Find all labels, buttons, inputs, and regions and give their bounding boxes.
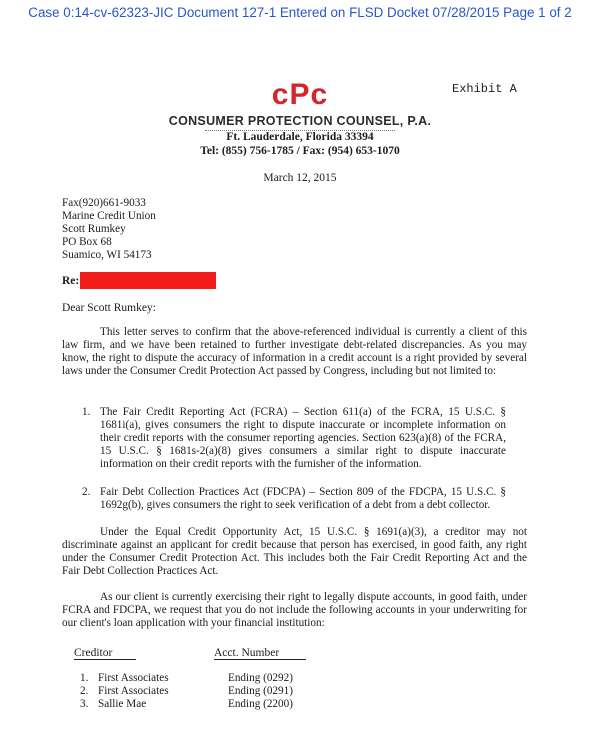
- request-paragraph: As our client is currently exercising their right to legally dispute accounts, in good faith, under FCRA and FDCPA, we request that you do not include the following accounts in your underwriting for our client's loan application with your financial institution:: [62, 591, 527, 629]
- law-item-fcra: The Fair Credit Reporting Act (FCRA) – Section 611(a) of the FCRA, 15 U.S.C. § 1681i(a), gives consumers the right to dispute inaccurate or incomplete information on their credit reports with the consumer reporting agencies. Section 623(a)(8) of the FCRA, 15 U.S.C. § 1681s-2(a)(8) gives consumers a similar right to dispute inaccurate information on their credit reports with the furnisher of the information.: [100, 406, 506, 470]
- recipient-block: [62, 197, 156, 262]
- re-label: Re:: [62, 275, 80, 287]
- letter-date: March 12, 2015: [263, 172, 337, 184]
- firm-name: CONSUMER PROTECTION COUNSEL, P.A.: [168, 114, 432, 128]
- table-row-acct: Ending (0291): [228, 685, 293, 697]
- recipient-line: PO Box 68: [62, 236, 112, 248]
- firm-contact: Tel: (855) 756-1785 / Fax: (954) 653-1070: [200, 145, 400, 157]
- exhibit-label: Exhibit A: [452, 82, 517, 96]
- cpc-logo-mark: [255, 78, 345, 110]
- table-row-acct: Ending (0292): [228, 672, 293, 684]
- docket-header: Case 0:14-cv-62323-JIC Document 127-1 Entered on FLSD Docket 07/28/2015 Page 1 of 2: [28, 5, 572, 20]
- recipient-line: Marine Credit Union: [62, 210, 156, 222]
- firm-logo: [0, 78, 600, 118]
- recipient-line: Fax(920)661-9033: [62, 197, 146, 209]
- law-item-number: 2.: [82, 486, 91, 498]
- table-row-creditor: First Associates: [98, 685, 169, 697]
- ecoa-paragraph: Under the Equal Credit Opportunity Act, 15 U.S.C. § 1691(a)(3), a creditor may not discriminate against an applicant for credit because that person has exercised, in good faith, any right under the Consumer Credit Protection Act. This includes both the Fair Credit Reporting Act and the Fair Debt Collection Practices Act.: [62, 526, 527, 577]
- firm-city: Ft. Lauderdale, Florida 33394: [226, 131, 374, 143]
- law-item-number: 1.: [82, 406, 91, 418]
- law-item-fdcpa: Fair Debt Collection Practices Act (FDCPA) – Section 809 of the FDCPA, 15 U.S.C. § 1692g(b), gives consumers the right to seek verification of a debt from a debt collector.: [100, 486, 506, 511]
- table-row-number: 1.: [80, 672, 89, 684]
- creditor-column-header: Creditor: [74, 647, 136, 660]
- table-row-acct: Ending (2200): [228, 698, 293, 710]
- recipient-line: Suamico, WI 54173: [62, 249, 152, 261]
- intro-paragraph: This letter serves to confirm that the above-referenced individual is currently a client of this law firm, and we have been retained to further investigate debt-related discrepancies. As you may know, the right to dispute the accuracy of information in a credit account is a right provided by several laws under the Consumer Credit Protection Act passed by Congress, including but not limited to:: [62, 326, 527, 377]
- table-row-number: 3.: [80, 698, 89, 710]
- acct-number-column-header: Acct. Number: [214, 647, 306, 660]
- svg-text:cPc: cPc: [271, 78, 329, 110]
- table-row-creditor: Sallie Mae: [98, 698, 147, 710]
- salutation: Dear Scott Rumkey:: [62, 302, 156, 314]
- table-row-number: 2.: [80, 685, 89, 697]
- table-row-creditor: First Associates: [98, 672, 169, 684]
- recipient-line: Scott Rumkey: [62, 223, 126, 235]
- redaction-box: [80, 272, 216, 289]
